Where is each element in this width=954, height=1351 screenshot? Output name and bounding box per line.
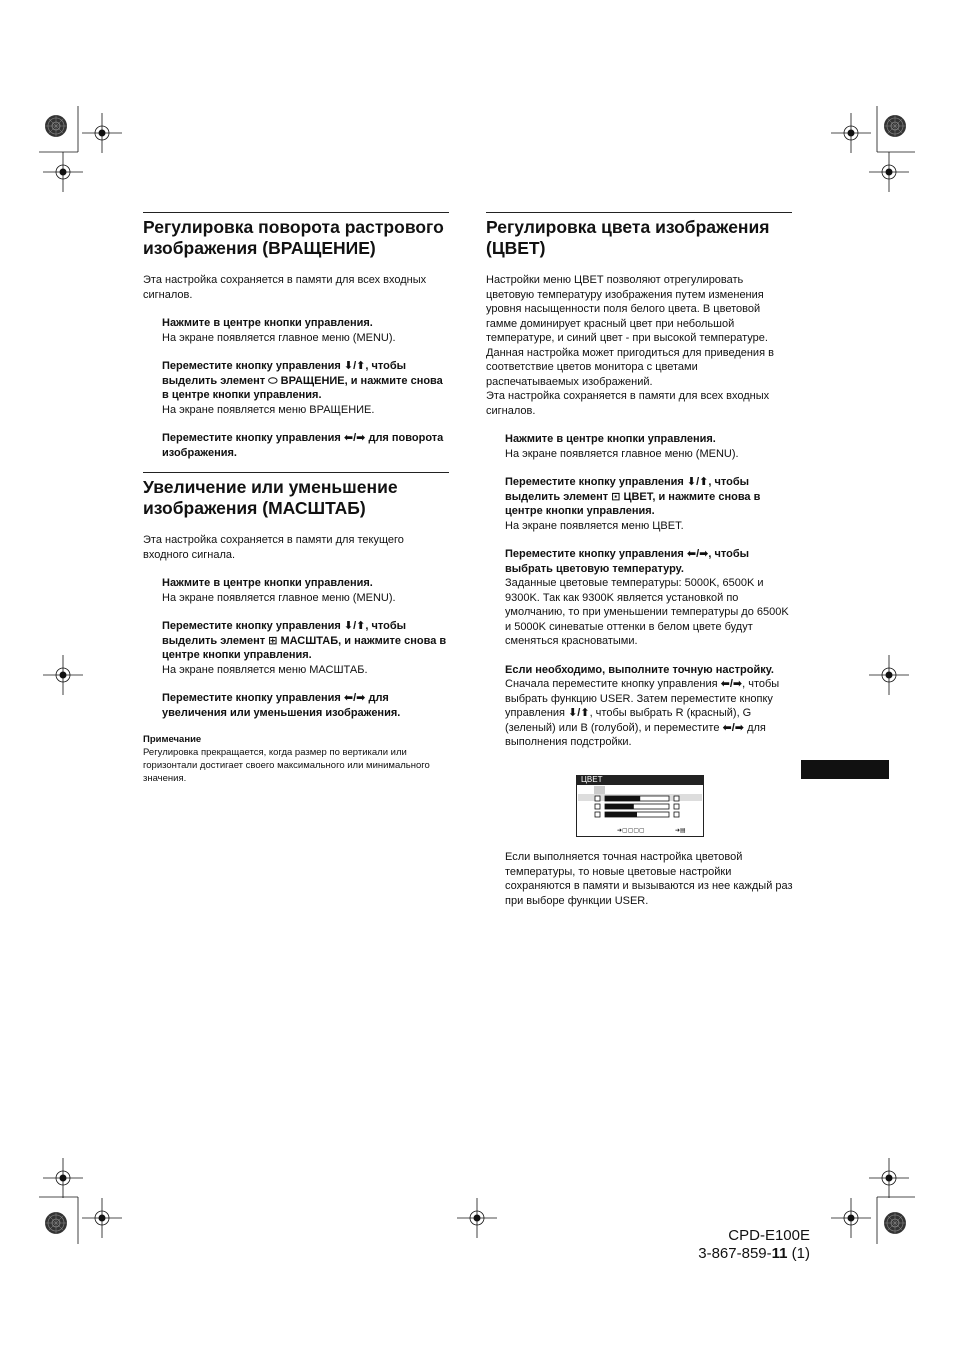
left-column bbox=[143, 212, 449, 785]
text-fragment: Переместите кнопку управления bbox=[162, 360, 344, 372]
osd-graphics bbox=[577, 776, 703, 836]
zoom-heading: Увеличение или уменьшение изображения (МАСШТАБ) bbox=[143, 472, 449, 519]
right-column bbox=[486, 212, 792, 750]
rotation-intro: Эта настройка сохраняется в памяти для всех входных сигналов. bbox=[143, 274, 427, 301]
text-fragment: Переместите кнопку управления bbox=[162, 692, 344, 704]
color-icon: ⊡ bbox=[611, 490, 621, 503]
color-step-2-result: На экране появляется меню ЦВЕТ. bbox=[505, 519, 684, 532]
zoom-step-1-instruction: Нажмите в центре кнопки управления. bbox=[162, 577, 373, 589]
osd-plus-icon bbox=[674, 804, 679, 809]
part-number-suffix: (1) bbox=[787, 1245, 810, 1262]
model-number: CPD-E100E bbox=[728, 1227, 810, 1244]
color-step-4 bbox=[505, 663, 792, 750]
rotation-heading: Регулировка поворота растрового изображения (ВРАЩЕНИЕ) bbox=[143, 212, 449, 259]
left-right-arrows-icon: ⬅/➡ bbox=[343, 692, 366, 704]
rotation-step-3 bbox=[162, 431, 449, 460]
osd-plus-icon bbox=[674, 812, 679, 817]
color-step-4-instruction: Если необходимо, выполните точную настройку. bbox=[505, 663, 774, 676]
svg-text:➜▤: ➜▤ bbox=[675, 827, 686, 834]
text-fragment: , чтобы выделить элемент bbox=[505, 476, 750, 503]
color-intro-2: Эта настройка сохраняется в памяти для всех входных сигналов. bbox=[486, 390, 770, 417]
rotation-step-2 bbox=[162, 359, 449, 417]
text-fragment: Сначала переместите кнопку управления bbox=[505, 678, 721, 690]
text-fragment: для увеличения или уменьшения изображения. bbox=[162, 692, 401, 719]
text-fragment: , чтобы выделить элемент bbox=[162, 360, 407, 387]
color-step-2 bbox=[505, 475, 792, 533]
osd-plus-icon bbox=[674, 796, 679, 801]
left-right-arrows-icon: ⬅/➡ bbox=[722, 721, 745, 734]
zoom-intro: Эта настройка сохраняется в памяти для текущего входного сигнала. bbox=[143, 534, 404, 561]
osd-slider-fill bbox=[605, 796, 640, 801]
text-fragment: Переместите кнопку управления bbox=[505, 476, 687, 488]
language-tab bbox=[801, 760, 889, 779]
color-after-text: Если выполняется точная настройка цветовой температуры, то новые цветовые настройки сохраняются в памяти и вызываются из нее каждый раз при выборе функции USER. bbox=[505, 851, 793, 907]
color-step-1-instruction: Нажмите в центре кнопки управления. bbox=[505, 433, 716, 445]
rotation-step-2-instruction bbox=[162, 359, 449, 403]
text-fragment: Переместите кнопку управления bbox=[162, 620, 344, 632]
color-menu-illustration bbox=[576, 775, 704, 837]
osd-slider-row bbox=[595, 796, 679, 801]
svg-text:➜▢▢▢▢: ➜▢▢▢▢ bbox=[617, 827, 645, 834]
zoom-step-1 bbox=[162, 576, 449, 605]
color-step-3 bbox=[505, 547, 792, 649]
color-step-2-instruction bbox=[505, 475, 792, 519]
color-step-4-result bbox=[505, 677, 792, 750]
left-right-arrows-icon: ⬅/➡ bbox=[720, 678, 743, 690]
zoom-step-2-instruction bbox=[162, 619, 449, 663]
down-up-arrows-icon: ⬇/⬆ bbox=[343, 360, 366, 372]
osd-slider-fill bbox=[605, 812, 637, 817]
color-step-3-result: Заданные цветовые температуры: 5000K, 6500K и 9300K. Так как 9300K является установкой по умолчанию, то при уменьшении температуры до 6500K и 5000K синеватые оттенки в белом цвете будут сменяться красноватыми. bbox=[505, 577, 789, 647]
text-fragment: для поворота изображения. bbox=[162, 432, 444, 459]
part-number bbox=[698, 1245, 810, 1263]
down-up-arrows-icon: ⬇/⬆ bbox=[343, 620, 366, 632]
text-fragment: , чтобы выделить элемент bbox=[162, 620, 407, 647]
text-fragment: , чтобы выбрать цветовую температуру. bbox=[505, 548, 750, 575]
rotation-step-2-result: На экране появляется меню ВРАЩЕНИЕ. bbox=[162, 403, 375, 416]
rotation-step-1-instruction: Нажмите в центре кнопки управления. bbox=[162, 317, 373, 329]
rotation-step-3-instruction bbox=[162, 431, 449, 460]
down-up-arrows-icon: ⬇/⬆ bbox=[686, 476, 709, 488]
color-after-note bbox=[505, 850, 795, 908]
text-fragment: , чтобы выбрать R (красный), G (зеленый) или B (голубой), и переместите bbox=[505, 707, 752, 734]
rotation-icon: ⬭ bbox=[268, 374, 278, 387]
zoom-step-3 bbox=[162, 691, 449, 720]
zoom-step-2-result: На экране появляется меню МАСШТАБ. bbox=[162, 663, 368, 676]
zoom-icon: ⊞ bbox=[268, 634, 278, 647]
osd-minus-icon bbox=[595, 796, 600, 801]
part-number-bold: 11 bbox=[771, 1245, 788, 1262]
zoom-step-2 bbox=[162, 619, 449, 677]
text-fragment: ЦВЕТ, и нажмите снова в центре кнопки управления. bbox=[505, 490, 761, 517]
text-fragment: , чтобы выбрать функцию USER. Затем переместите кнопку управления bbox=[505, 678, 780, 719]
osd-slider-fill bbox=[605, 804, 634, 809]
zoom-step-3-instruction bbox=[162, 691, 449, 720]
color-intro: Настройки меню ЦВЕТ позволяют отрегулировать цветовую температуру изображения путем изменения уровня насыщенности поля белого цвета. В цветовой гамме доминирует красный цвет при небольшой температуре, и синий цвет - при высокой температуре. Данная настройка может пригодиться для приведения в соответствие цветов монитора с цветами распечатываемых изображений. bbox=[486, 274, 774, 388]
osd-minus-icon bbox=[595, 812, 600, 817]
osd-slider-row bbox=[595, 812, 679, 817]
left-right-arrows-icon: ⬅/➡ bbox=[686, 548, 709, 560]
note-text: Регулировка прекращается, когда размер по вертикали или горизонтали достигает своего максимального или минимального значения. bbox=[143, 747, 430, 784]
color-heading: Регулировка цвета изображения (ЦВЕТ) bbox=[486, 212, 792, 259]
part-number-prefix: 3-867-859- bbox=[698, 1245, 772, 1262]
text-fragment: МАСШТАБ, и нажмите снова в центре кнопки управления. bbox=[162, 634, 447, 661]
left-right-arrows-icon: ⬅/➡ bbox=[343, 432, 366, 444]
color-step-1 bbox=[505, 432, 792, 461]
text-fragment: Переместите кнопку управления bbox=[162, 432, 344, 444]
rotation-step-1-result: На экране появляется главное меню (MENU). bbox=[162, 331, 396, 344]
note-title: Примечание bbox=[143, 734, 202, 745]
osd-minus-icon bbox=[595, 804, 600, 809]
color-step-1-result: На экране появляется главное меню (MENU). bbox=[505, 447, 739, 460]
text-fragment: ВРАЩЕНИЕ, и нажмите снова в центре кнопки управления. bbox=[162, 374, 443, 401]
text-fragment: для выполнения подстройки. bbox=[505, 721, 766, 748]
osd-title: ЦВЕТ bbox=[581, 775, 603, 784]
down-up-arrows-icon: ⬇/⬆ bbox=[568, 707, 590, 719]
footer bbox=[698, 1227, 810, 1263]
rotation-step-1 bbox=[162, 316, 449, 345]
zoom-step-1-result: На экране появляется главное меню (MENU). bbox=[162, 591, 396, 604]
color-step-3-instruction bbox=[505, 547, 792, 576]
osd-slider-row bbox=[595, 804, 679, 809]
text-fragment: Переместите кнопку управления bbox=[505, 548, 687, 560]
